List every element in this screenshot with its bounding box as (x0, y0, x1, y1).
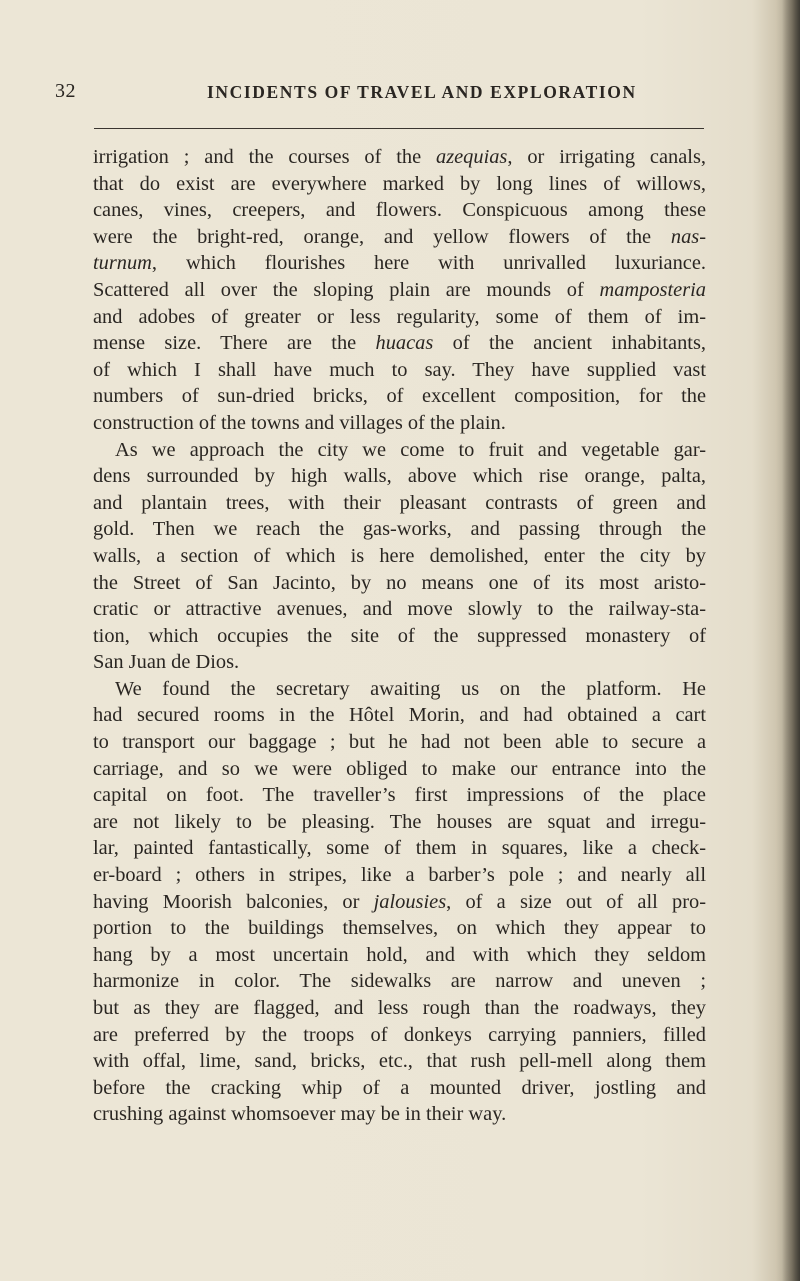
header-rule (94, 128, 704, 129)
text-line: lar, painted fantastically, some of them in squares, like a check- (93, 837, 706, 860)
page-number: 32 (55, 80, 76, 102)
running-head: INCIDENTS OF TRAVEL AND EXPLORATION (207, 82, 637, 102)
text-line: gold. Then we reach the gas-works, and passing through the (93, 518, 706, 541)
page-edge-shadow (782, 0, 800, 1281)
text-line: with offal, lime, sand, bricks, etc., that rush pell-mell along them (93, 1050, 706, 1073)
text-line: portion to the buildings themselves, on which they appear to (93, 917, 706, 940)
text-line: turnum, which flourishes here with unrivalled luxuriance. (93, 252, 706, 275)
text-line: canes, vines, creepers, and flowers. Conspicuous among these (93, 199, 706, 222)
text-line: hang by a most uncertain hold, and with which they seldom (93, 943, 706, 966)
text-line: before the cracking whip of a mounted driver, jostling and (93, 1076, 706, 1099)
text-line: crushing against whomsoever may be in their way. (93, 1103, 507, 1126)
italic-term: jalousies (373, 890, 447, 913)
page-header (55, 78, 705, 110)
text-line: harmonize in color. The sidewalks are narrow and uneven ; (93, 970, 706, 993)
text-line: We found the secretary awaiting us on the platform. He (115, 677, 706, 700)
text-line: San Juan de Dios. (93, 651, 240, 674)
text-line: had secured rooms in the Hôtel Morin, and had obtained a cart (93, 704, 706, 727)
text-line: are not likely to be pleasing. The houses are squat and irregu- (93, 810, 706, 833)
text-line: tion, which occupies the site of the suppressed monastery of (93, 624, 706, 647)
text-line: that do exist are everywhere marked by long lines of willows, (93, 172, 706, 195)
text-line: Scattered all over the sloping plain are mounds of mamposteria (93, 278, 706, 301)
text-line: As we approach the city we come to fruit and vegetable gar- (115, 438, 706, 461)
text-line: are preferred by the troops of donkeys carrying panniers, filled (93, 1023, 706, 1046)
text-line: dens surrounded by high walls, above which rise orange, palta, (93, 465, 706, 488)
text-line: mense size. There are the huacas of the ancient inhabitants, (93, 332, 706, 355)
text-line: numbers of sun-dried bricks, of excellent composition, for the (93, 385, 706, 408)
italic-term: huacas (375, 332, 434, 355)
text-line: but as they are flagged, and less rough than the roadways, they (93, 997, 706, 1019)
text-line: cratic or attractive avenues, and move slowly to the railway-sta- (93, 598, 706, 621)
text-line: capital on foot. The traveller’s first impressions of the place (93, 784, 706, 807)
italic-term: nas- (670, 225, 706, 248)
text-line: to transport our baggage ; but he had not been able to secure a (93, 731, 706, 754)
body-text (93, 144, 706, 1128)
text-line: er-board ; others in stripes, like a barber’s pole ; and nearly all (93, 864, 706, 887)
italic-term: azequias (436, 146, 508, 168)
text-line: carriage, and so we were obliged to make our entrance into the (93, 757, 706, 780)
italic-term: turnum (93, 252, 152, 275)
text-line: and adobes of greater or less regularity, some of them of im- (93, 305, 706, 328)
text-line: of which I shall have much to say. They have supplied vast (93, 358, 706, 381)
text-line: construction of the towns and villages of the plain. (93, 411, 506, 434)
text-line: and plantain trees, with their pleasant contrasts of green and (93, 491, 706, 514)
text-line: were the bright-red, orange, and yellow flowers of the nas- (93, 225, 706, 248)
text-line: irrigation ; and the courses of the azequias, or irrigating canals, (93, 146, 706, 168)
text-line: walls, a section of which is here demolished, enter the city by (93, 544, 706, 567)
italic-term: mamposteria (599, 278, 706, 301)
text-line: having Moorish balconies, or jalousies, of a size out of all pro- (93, 890, 706, 913)
text-line: the Street of San Jacinto, by no means one of its most aristo- (93, 571, 706, 594)
